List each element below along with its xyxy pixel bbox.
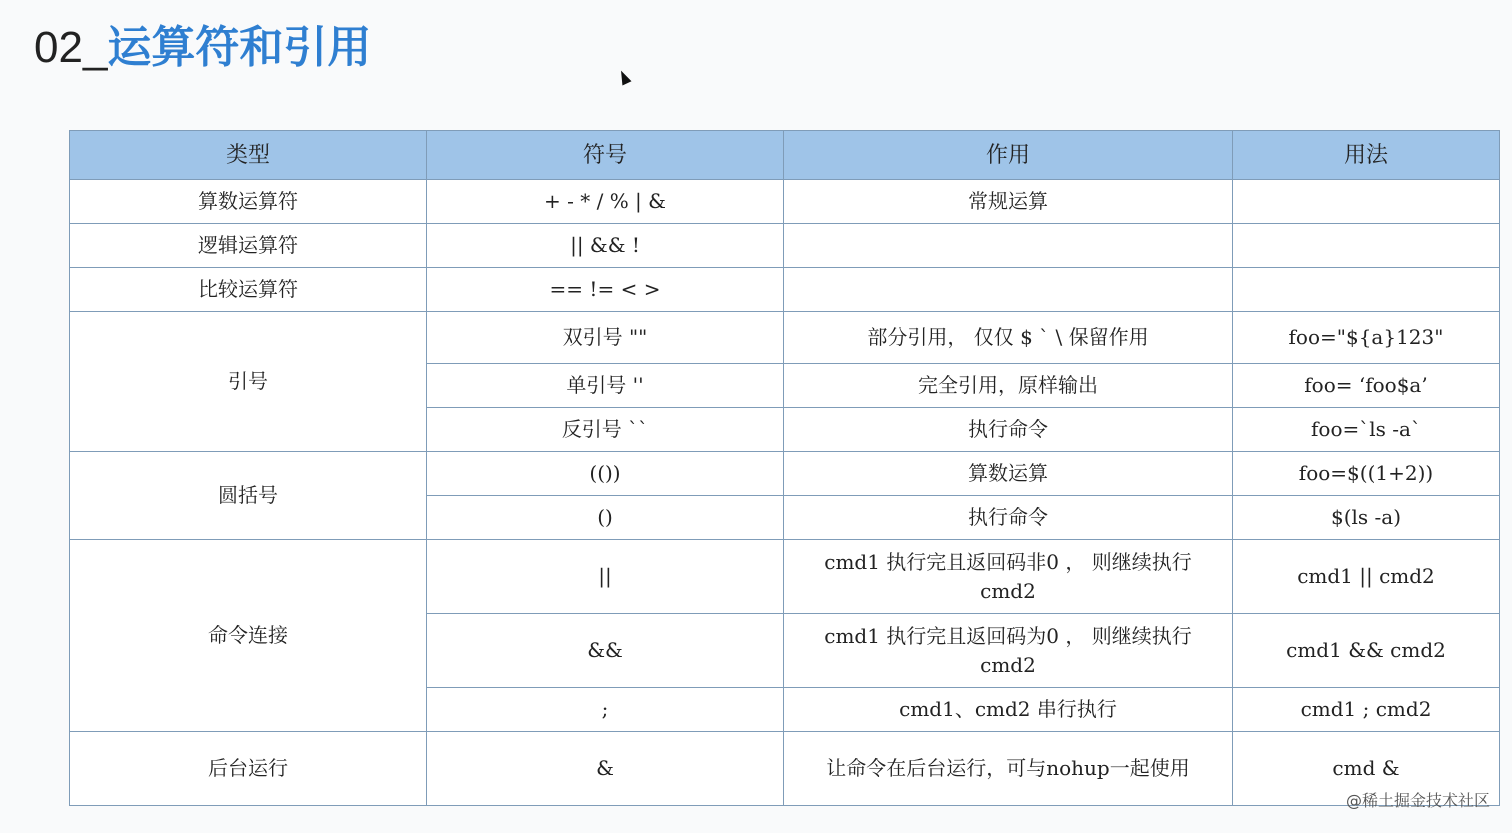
type-cell: 算数运算符 [70, 180, 427, 224]
purpose-cell: 算数运算 [784, 452, 1233, 496]
symbol-cell: () [427, 496, 784, 540]
header-symbol: 符号 [427, 131, 784, 180]
symbol-cell: ; [427, 688, 784, 732]
usage-cell: foo=$((1+2)) [1233, 452, 1500, 496]
purpose-cell [784, 268, 1233, 312]
table-row [70, 540, 1500, 614]
symbol-cell: == != < > [427, 268, 784, 312]
purpose-cell: 完全引用，原样输出 [784, 364, 1233, 408]
symbol-cell: && [427, 614, 784, 688]
usage-cell: foo="${a}123" [1233, 312, 1500, 364]
usage-cell [1233, 180, 1500, 224]
usage-cell: cmd1 ; cmd2 [1233, 688, 1500, 732]
table-row [70, 452, 1500, 496]
table-row [70, 180, 1500, 224]
usage-cell: foo= ‘foo$a’ [1233, 364, 1500, 408]
purpose-cell: cmd1、cmd2 串行执行 [784, 688, 1233, 732]
purpose-cell: cmd1 执行完且返回码非0 ， 则继续执行 cmd2 [784, 540, 1233, 614]
header-type: 类型 [70, 131, 427, 180]
usage-cell: cmd & [1233, 732, 1500, 806]
type-cell: 命令连接 [70, 540, 427, 732]
type-cell: 比较运算符 [70, 268, 427, 312]
purpose-cell: 部分引用， 仅仅 $ ` \ 保留作用 [784, 312, 1233, 364]
purpose-cell: 执行命令 [784, 408, 1233, 452]
table-row [70, 268, 1500, 312]
table-row [70, 224, 1500, 268]
symbol-cell: 反引号 `` [427, 408, 784, 452]
symbol-cell: (()) [427, 452, 784, 496]
symbol-cell: 双引号 "" [427, 312, 784, 364]
usage-cell: cmd1 && cmd2 [1233, 614, 1500, 688]
table-row [70, 732, 1500, 806]
title-number: 02_ [34, 23, 108, 72]
symbol-cell: || && ! [427, 224, 784, 268]
header-purpose: 作用 [784, 131, 1233, 180]
purpose-cell: 让命令在后台运行，可与nohup一起使用 [784, 732, 1233, 806]
symbol-cell: + - * / % | & [427, 180, 784, 224]
mouse-cursor-icon [617, 69, 632, 86]
type-cell: 引号 [70, 312, 427, 452]
operators-table [69, 130, 1500, 806]
symbol-cell: || [427, 540, 784, 614]
purpose-cell [784, 224, 1233, 268]
purpose-cell: 常规运算 [784, 180, 1233, 224]
watermark: @稀土掘金技术社区 [1345, 791, 1490, 810]
slide-title [34, 18, 371, 78]
type-cell: 后台运行 [70, 732, 427, 806]
table-header-row [70, 131, 1500, 180]
purpose-cell: cmd1 执行完且返回码为0 ， 则继续执行 cmd2 [784, 614, 1233, 688]
type-cell: 圆括号 [70, 452, 427, 540]
symbol-cell: 单引号 '' [427, 364, 784, 408]
table-row [70, 312, 1500, 364]
usage-cell: $(ls -a) [1233, 496, 1500, 540]
header-usage: 用法 [1233, 131, 1500, 180]
usage-cell: foo=`ls -a` [1233, 408, 1500, 452]
purpose-cell: 执行命令 [784, 496, 1233, 540]
type-cell: 逻辑运算符 [70, 224, 427, 268]
symbol-cell: & [427, 732, 784, 806]
title-text: 运算符和引用 [107, 22, 372, 73]
usage-cell [1233, 224, 1500, 268]
usage-cell: cmd1 || cmd2 [1233, 540, 1500, 614]
usage-cell [1233, 268, 1500, 312]
